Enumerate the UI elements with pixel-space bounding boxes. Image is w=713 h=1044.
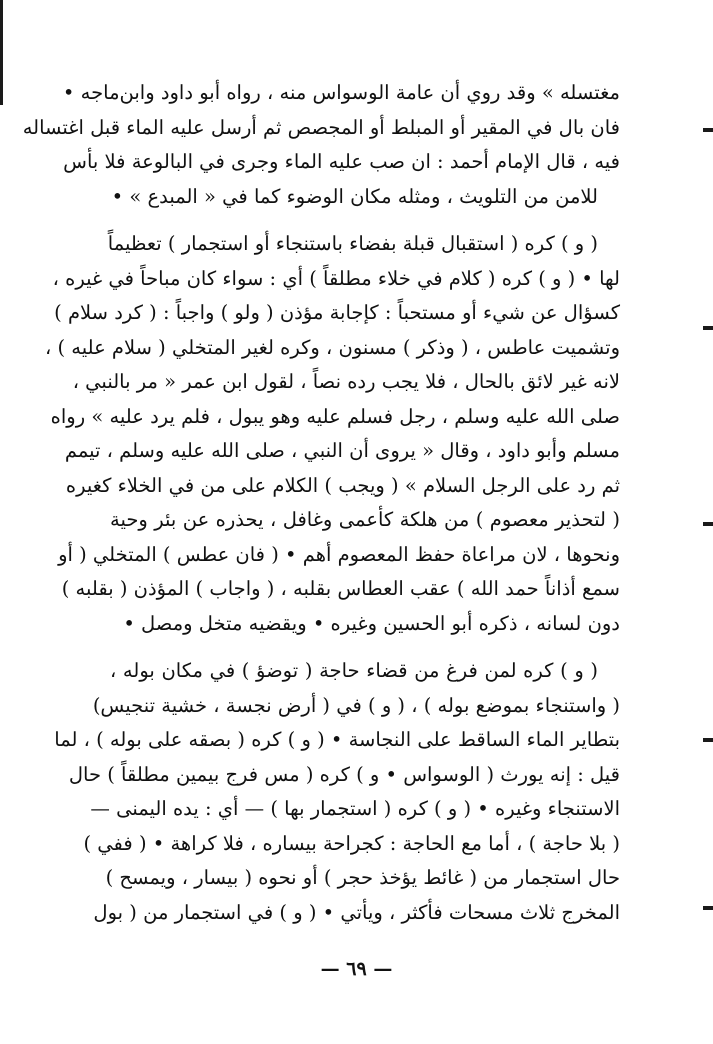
text-line: ( واستنجاء بموضع بوله ) ، ( و ) في ( أرض نجسة ، خشية تنجيس) xyxy=(92,693,620,717)
paragraph-separator xyxy=(110,220,620,221)
text-line: ونحوها ، لان مراعاة حفظ المعصوم أهم • ( فان عطس ) المتخلي ( أو xyxy=(58,542,620,566)
text-line: للامن من التلويث ، ومثله مكان الوضوء كما في « المبدع » • xyxy=(111,184,598,208)
text-line: المخرج ثلاث مسحات فأكثر ، ويأتي • ( و ) في استجمار من ( بول xyxy=(93,900,620,924)
paragraph xyxy=(54,654,620,930)
page-edge-mark xyxy=(703,738,713,742)
text-line: وتشميت عاطس ، ( وذكر ) مسنون ، وكره لغير المتخلي ( سلام عليه ) ، xyxy=(44,335,620,359)
text-line: دون لسانه ، ذكره أبو الحسين وغيره • ويقضيه متخل ومصل • xyxy=(123,611,620,635)
text-line: ثم رد على الرجل السلام » ( ويجب ) الكلام على من في الخلاء كغيره xyxy=(65,473,620,497)
text-line: سمع أذاناً حمد الله ) عقب العطاس بقلبه ، ( واجاب ) المؤذن ( بقلبه ) xyxy=(61,577,620,600)
text-line: لانه غير لائق بالحال ، فلا يجب رده نصاً ، لقول ابن عمر « مر بالنبي ، xyxy=(72,370,620,393)
text-line: حال استجمار من ( غائط يؤخذ حجر ) أو نحوه ( بيسار ، ويمسح ) xyxy=(105,866,620,889)
text-line: مغتسله » وقد روي أن عامة الوسواس منه ، رواه أبو داود وابن‌ماجه • xyxy=(62,81,620,104)
paragraph-separator xyxy=(110,647,620,648)
page-edge-mark xyxy=(703,522,713,526)
text-line: لها • ( و ) كره ( كلام في خلاء مطلقاً ) أي : سواء كان مباحاً في غيره ، xyxy=(52,266,620,290)
page-number: — ٦٩ — xyxy=(320,958,393,980)
text-line: ( و ) كره ( استقبال قبلة بفضاء باستنجاء أو استجمار ) تعظيماً xyxy=(107,232,598,255)
paragraph xyxy=(22,76,620,214)
paragraph xyxy=(44,227,620,641)
text-line: الاستنجاء وغيره • ( و ) كره ( استجمار بها ) — أي : يده اليمنى — xyxy=(90,797,620,820)
page-edge-mark xyxy=(703,906,713,910)
page-edge-mark xyxy=(703,128,713,132)
text-line: فان بال في المقير أو المبلط أو المجصص ثم أرسل عليه الماء قبل اغتساله xyxy=(22,115,620,139)
text-line: فيه ، قال الإمام أحمد : ان صب عليه الماء وجرى في البالوعة فلا بأس xyxy=(63,150,620,173)
document-body xyxy=(22,76,620,936)
text-line: بتطاير الماء الساقط على النجاسة • ( و ) كره ( بصقه على بوله ) ، لما xyxy=(54,728,620,751)
text-line: ( لتحذير معصوم ) من هلكة كأعمى وغافل ، يحذره عن بئر وحية xyxy=(110,508,620,531)
text-line: مسلم وأبو داود ، وقال « يروى أن النبي ، صلى الله عليه وسلم ، تيمم xyxy=(64,439,620,462)
page-edge-mark xyxy=(703,326,713,330)
text-line: كسؤال عن شيء أو مستحباً : كإجابة مؤذن ( ولو ) واجباً : ( كرد سلام ) xyxy=(54,301,620,324)
text-line: صلى الله عليه وسلم ، رجل فسلم عليه وهو يبول ، فلم يرد عليه » رواه xyxy=(50,404,620,428)
scan-edge-mark xyxy=(0,0,3,105)
text-line: ( بلا حاجة ) ، أما مع الحاجة : كجراحة بيساره ، فلا كراهة • ( ففي ) xyxy=(83,831,620,855)
text-line: ( و ) كره لمن فرغ من قضاء حاجة ( توضؤ ) في مكان بوله ، xyxy=(110,659,598,682)
text-line: قيل : إنه يورث ( الوسواس • و ) كره ( مس فرج بيمين مطلقاً ) حال xyxy=(68,762,620,786)
